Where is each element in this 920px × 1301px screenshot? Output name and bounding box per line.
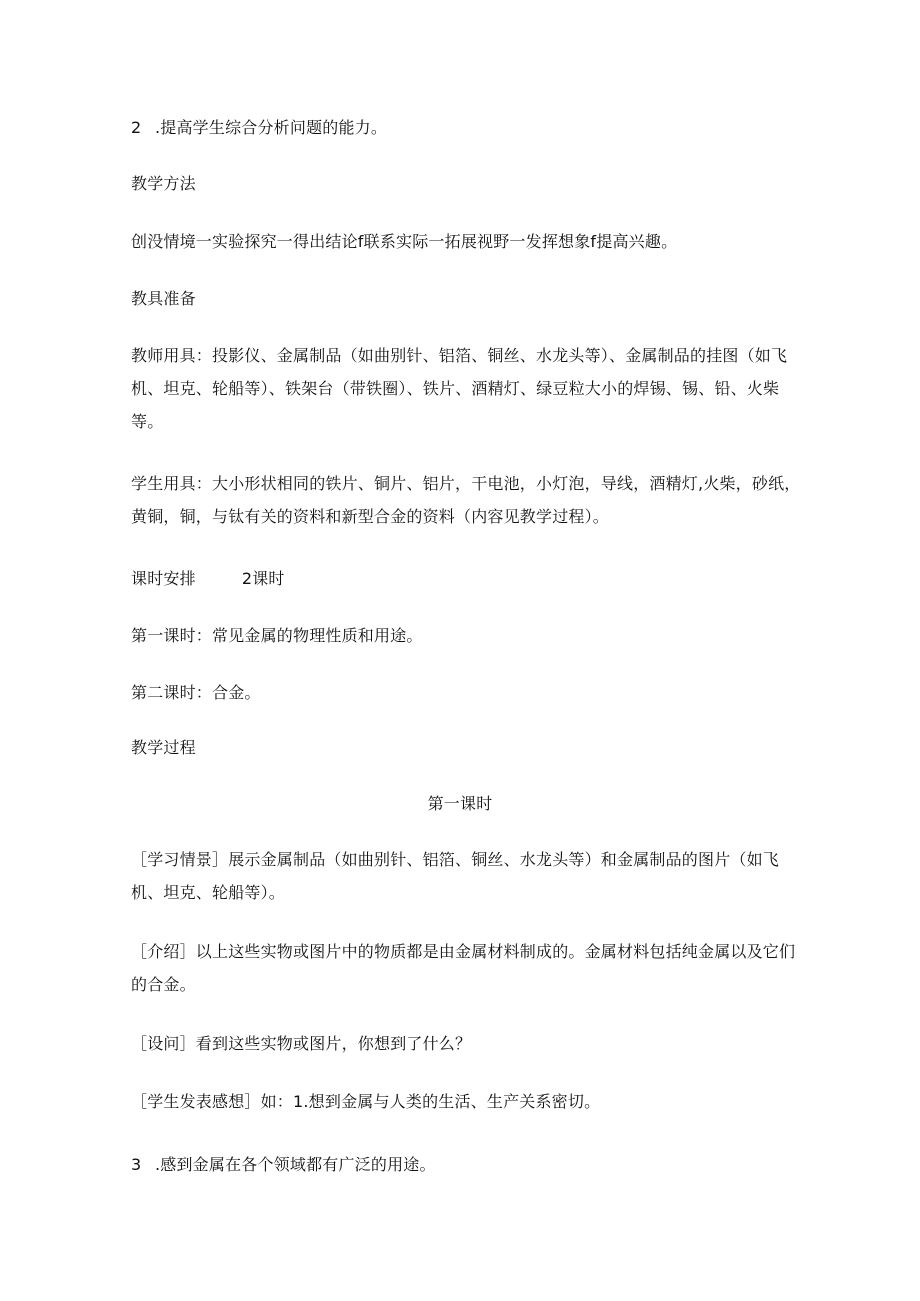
student-tools-paragraph: 学生用具：大小形状相同的铁片、铜片、铝片，干电池，小灯泡，导线，酒精灯,火柴，砂纸，黄铜，铜，与钛有关的资料和新型合金的资料（内容见教学过程）。 <box>131 474 801 526</box>
item-text: .提高学生综合分析问题的能力。 <box>155 118 388 137</box>
intro-paragraph: ［介绍］以上这些实物或图片中的物质都是由金属材料制成的。金属材料包括纯金属以及它们的合金。 <box>131 942 796 994</box>
method-heading: 教学方法 <box>131 174 196 193</box>
objective-item-2 <box>131 111 803 144</box>
item-text: .感到金属在各个领域都有广泛的用途。 <box>155 1155 436 1174</box>
tools-heading: 教具准备 <box>131 289 196 308</box>
item-number: 2 <box>131 118 142 137</box>
student-thoughts-line: ［学生发表感想］如：1.想到金属与人类的生活、生产关系密切。 <box>131 1092 601 1111</box>
list-item-3 <box>131 1148 803 1181</box>
schedule-line <box>131 562 803 595</box>
process-heading: 教学过程 <box>131 738 196 757</box>
schedule-value: 2课时 <box>241 569 285 588</box>
question-line: ［设问］看到这些实物或图片，你想到了什么？ <box>131 1034 472 1053</box>
scene-paragraph: ［学习情景］展示金属制品（如曲别针、铝箔、铜丝、水龙头等）和金属制品的图片（如飞机、坦克、轮船等）。 <box>131 850 780 902</box>
item-number: 3 <box>131 1155 142 1174</box>
schedule-label: 课时安排 <box>131 569 196 588</box>
lesson-1-line: 第一课时：常见金属的物理性质和用途。 <box>131 626 423 645</box>
lesson-1-title: 第一课时 <box>427 794 493 813</box>
lesson-2-line: 第二课时：合金。 <box>131 683 261 702</box>
method-text: 创没情境一实验探究一得出结论f联系实际一拓展视野一发挥想象f提高兴趣。 <box>131 232 678 251</box>
teacher-tools-paragraph: 教师用具：投影仪、金属制品（如曲别针、铝箔、铜丝、水龙头等）、金属制品的挂图（如飞机、坦克、轮船等）、铁架台（带铁圈）、铁片、酒精灯、绿豆粒大小的焊锡、锡、铅、火柴等。 <box>131 346 788 431</box>
